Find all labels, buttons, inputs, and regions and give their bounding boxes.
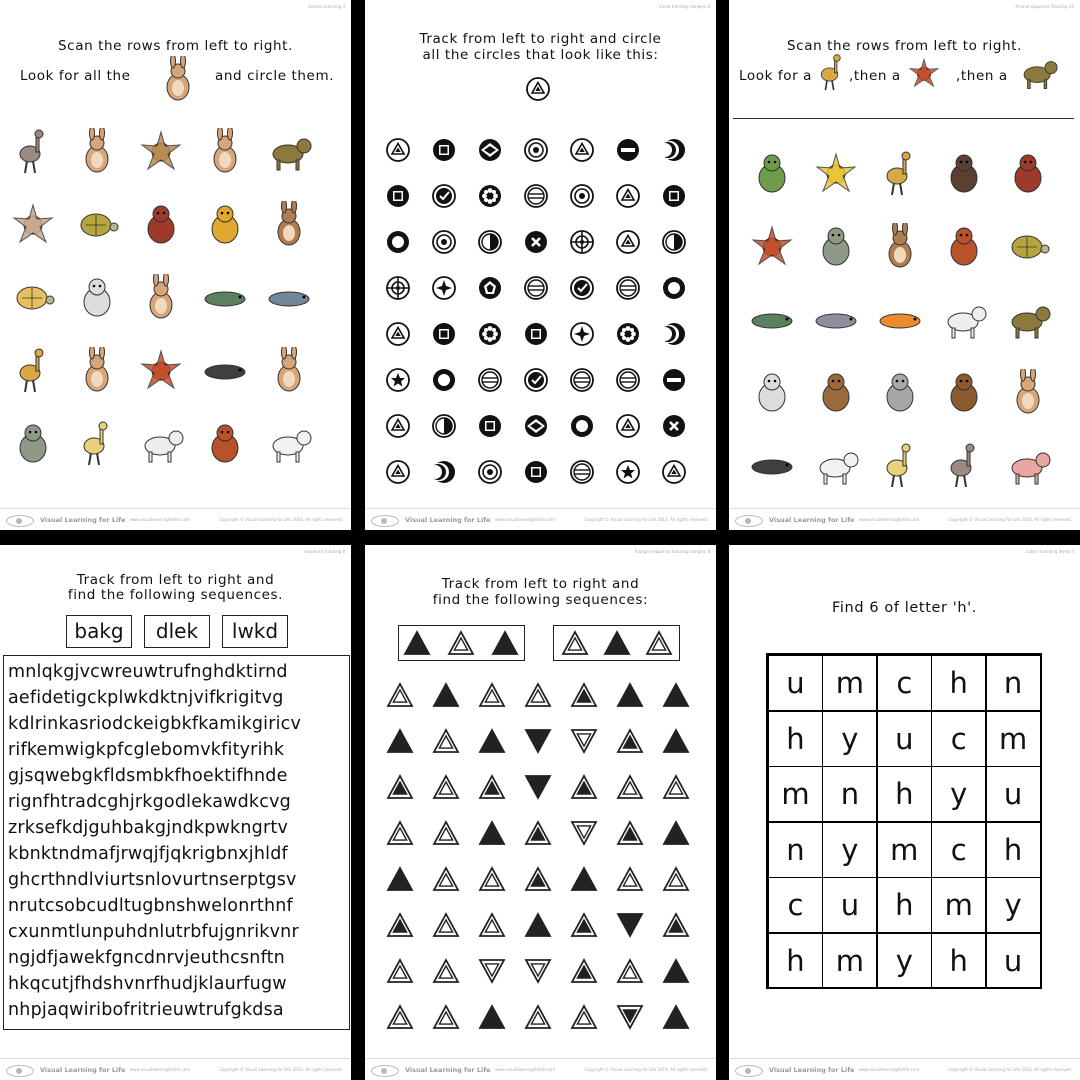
snake-icon[interactable]: [749, 442, 795, 488]
letter-cell[interactable]: u: [768, 655, 823, 711]
rabbit-icon[interactable]: [266, 347, 312, 393]
triangle-icon[interactable]: [605, 632, 629, 654]
triangle-icon[interactable]: [434, 1006, 458, 1028]
triangle-icon[interactable]: [526, 868, 550, 890]
letter-cell[interactable]: c: [877, 655, 932, 711]
elephant-icon[interactable]: [10, 420, 56, 466]
eye-logo-icon: [6, 1065, 34, 1077]
instruction-line-1: Track from left to right and circle: [419, 31, 662, 47]
triangle-icon[interactable]: [618, 914, 642, 936]
dog-icon[interactable]: [1005, 296, 1051, 342]
circle-ring-icon[interactable]: [431, 367, 457, 397]
giraffe-icon[interactable]: [877, 150, 923, 196]
circle-triangle-icon[interactable]: [615, 183, 641, 213]
circle-triangle-icon[interactable]: [385, 459, 411, 489]
snake-icon[interactable]: [202, 347, 248, 393]
letter-cell[interactable]: y: [931, 766, 986, 822]
worksheet-tag: Animal scanning 4: [308, 4, 345, 9]
letter-cell[interactable]: n: [822, 766, 877, 822]
triangle-icon[interactable]: [388, 914, 412, 936]
circle-cross-icon[interactable]: [385, 275, 411, 305]
triangle-icon[interactable]: [434, 868, 458, 890]
circle-halves-icon[interactable]: [661, 229, 687, 259]
triangle-icon[interactable]: [480, 960, 504, 982]
frog-icon[interactable]: [749, 150, 795, 196]
worksheet-letter-sequences: [0, 545, 351, 1080]
triangle-icon[interactable]: [388, 776, 412, 798]
triangle-icon[interactable]: [526, 684, 550, 706]
circle-triangle-icon[interactable]: [385, 321, 411, 351]
letter-cell[interactable]: y: [822, 711, 877, 767]
triangle-icon[interactable]: [526, 914, 550, 936]
instruction-line-2b: and circle them.: [215, 68, 335, 84]
letter-cell[interactable]: h: [877, 766, 932, 822]
circle-eye-icon[interactable]: [477, 137, 503, 167]
letter-row: rignfhtradcghjrkgodlekawdkcvg: [8, 792, 291, 812]
hen-icon[interactable]: [202, 420, 248, 466]
letter-cell[interactable]: m: [768, 766, 823, 822]
letter-cell[interactable]: c: [931, 822, 986, 878]
worksheet-tag: Letter scanning levels 4: [1026, 549, 1074, 554]
triangle-icon[interactable]: [388, 730, 412, 752]
footer: [0, 508, 351, 530]
circle-star4-icon[interactable]: [569, 321, 595, 351]
letter-cell[interactable]: u: [986, 766, 1041, 822]
triangle-icon[interactable]: [493, 632, 517, 654]
triangle-icon[interactable]: [664, 960, 688, 982]
circle-lines-icon[interactable]: [477, 367, 503, 397]
circle-check-icon[interactable]: [523, 367, 549, 397]
letter-cell[interactable]: y: [986, 877, 1041, 933]
rabbit-icon[interactable]: [1005, 369, 1051, 415]
butterfly-icon[interactable]: [813, 150, 859, 196]
triangle-icon[interactable]: [388, 868, 412, 890]
triangle-icon[interactable]: [480, 1006, 504, 1028]
gorilla-icon[interactable]: [941, 150, 987, 196]
eye-logo-icon: [371, 515, 399, 527]
letter-cell[interactable]: h: [877, 877, 932, 933]
triangle-icon[interactable]: [618, 730, 642, 752]
dog-icon[interactable]: [266, 128, 312, 174]
rabbit-icon[interactable]: [138, 274, 184, 320]
letter-cell[interactable]: h: [931, 655, 986, 711]
turtle-icon[interactable]: [1005, 223, 1051, 269]
kangaroo-icon[interactable]: [266, 201, 312, 247]
letter-row: mnlqkgjvcwreuwtrufnghdktirnd: [8, 662, 288, 682]
letter-cell[interactable]: m: [877, 822, 932, 878]
worksheet-tag: sequence tracking 8: [304, 549, 345, 554]
pelican-icon[interactable]: [74, 420, 120, 466]
triangle-icon[interactable]: [618, 1006, 642, 1028]
letter-row: rifkemwigkpfcglebomvkfityrihk: [8, 740, 285, 760]
worksheet-tag: Circle tracking complex 8: [659, 4, 710, 9]
letter-cell[interactable]: c: [931, 711, 986, 767]
triangle-icon[interactable]: [572, 776, 596, 798]
circle-pent-icon[interactable]: [477, 275, 503, 305]
target-rabbit-icon: [155, 56, 201, 102]
triangle-icon[interactable]: [434, 684, 458, 706]
triangle-icon[interactable]: [388, 822, 412, 844]
circle-minus-icon[interactable]: [615, 137, 641, 167]
triangle-icon[interactable]: [647, 632, 671, 654]
then-label-1: ,then a: [849, 68, 901, 84]
footer-site: www.visuallearningforlife.com: [495, 1067, 556, 1072]
cat-icon[interactable]: [813, 369, 859, 415]
triangle-icon[interactable]: [405, 632, 429, 654]
footer-brand: Visual Learning for Life: [405, 1066, 491, 1074]
starfish-icon[interactable]: [138, 128, 184, 174]
circle-triangle-icon[interactable]: [661, 459, 687, 489]
footer-copyright: Copyright © Visual Learning for Life 2016. All rights reserved.: [219, 517, 343, 522]
circle-ring-icon[interactable]: [661, 275, 687, 305]
footer-site: www.visuallearningforlife.com: [130, 517, 191, 522]
instruction-line-1: Track from left to right and: [441, 576, 640, 592]
letter-cell[interactable]: u: [877, 711, 932, 767]
triangle-icon[interactable]: [618, 868, 642, 890]
triangle-icon[interactable]: [526, 1006, 550, 1028]
triangle-icon[interactable]: [563, 632, 587, 654]
footer-brand: Visual Learning for Life: [769, 1066, 855, 1074]
then-label-2: ,then a: [956, 68, 1008, 84]
instruction-line-1: Track from left to right and: [76, 572, 275, 588]
triangle-icon[interactable]: [664, 730, 688, 752]
circle-square-icon[interactable]: [523, 321, 549, 351]
triangle-icon[interactable]: [434, 960, 458, 982]
triangle-icon[interactable]: [664, 868, 688, 890]
circle-target-icon[interactable]: [569, 183, 595, 213]
letter-row: hkqcutjfhdshvnrfhudjklaurfugw: [8, 974, 287, 994]
circle-halves-icon[interactable]: [431, 413, 457, 443]
letter-row: kdlrinkasriodckeigbkfkamikgiricv: [8, 714, 302, 734]
letter-cell[interactable]: h: [768, 933, 823, 989]
letter-cell[interactable]: u: [986, 933, 1041, 989]
worksheet-circle-tracking: [365, 0, 716, 530]
footer-copyright: Copyright © Visual Learning for Life 2016. All rights reserved.: [584, 517, 708, 522]
cow-icon[interactable]: [138, 420, 184, 466]
cow-icon[interactable]: [941, 296, 987, 342]
circle-square-icon[interactable]: [431, 321, 457, 351]
instruction-line-1: Scan the rows from left to right.: [58, 38, 293, 54]
circle-crescent-icon[interactable]: [661, 137, 687, 167]
triangle-icon[interactable]: [572, 960, 596, 982]
caterpillar-icon[interactable]: [202, 274, 248, 320]
triangle-icon[interactable]: [618, 684, 642, 706]
letter-row: cxunmtlunpuhdnlutrbfujgnrikvnr: [8, 922, 299, 942]
circle-target-icon[interactable]: [523, 137, 549, 167]
circle-halves-icon[interactable]: [477, 229, 503, 259]
worksheet-animal-sequence: [729, 0, 1080, 530]
circle-check-icon[interactable]: [431, 183, 457, 213]
eye-logo-icon: [735, 515, 763, 527]
letter-cell[interactable]: y: [877, 933, 932, 989]
circle-flower-icon[interactable]: [477, 321, 503, 351]
dolphin-icon[interactable]: [266, 274, 312, 320]
circle-triangle-icon[interactable]: [615, 229, 641, 259]
target-circle-icon: [525, 76, 551, 102]
triangle-icon[interactable]: [572, 684, 596, 706]
letter-row: zrksefkdjguhbakgjndkpwkngrtv: [8, 818, 288, 838]
eye-logo-icon: [6, 515, 34, 527]
footer-site: www.visuallearningforlife.com: [859, 1067, 920, 1072]
circle-square-icon[interactable]: [523, 459, 549, 489]
letter-cell[interactable]: h: [931, 933, 986, 989]
circle-lines-icon[interactable]: [523, 275, 549, 305]
circle-lines-icon[interactable]: [615, 275, 641, 305]
triangle-icon[interactable]: [480, 776, 504, 798]
circle-crescent-icon[interactable]: [431, 459, 457, 489]
triangle-icon[interactable]: [480, 730, 504, 752]
circle-square-icon[interactable]: [477, 413, 503, 443]
letter-row: gjsqwebgkfldsmbkfhoektifhnde: [8, 766, 288, 786]
letter-row: ghcrthndlviurtsnlovurtnserptgsv: [8, 870, 297, 890]
letter-cell[interactable]: y: [822, 822, 877, 878]
triangle-icon[interactable]: [664, 684, 688, 706]
circle-triangle-icon[interactable]: [385, 413, 411, 443]
triangle-icon[interactable]: [618, 822, 642, 844]
circle-square-icon[interactable]: [385, 183, 411, 213]
triangle-icon[interactable]: [449, 632, 473, 654]
sequence-box-3: lwkd: [222, 615, 288, 648]
instruction-line-2: find the following sequences:: [432, 592, 649, 608]
circle-minus-icon[interactable]: [661, 367, 687, 397]
triangle-icon[interactable]: [480, 914, 504, 936]
letter-row: aefidetigckplwkdktnjvifkrigitvg: [8, 688, 284, 708]
letter-row: nhpjaqwiribofritrieuwtrufgkdsa: [8, 1000, 284, 1020]
sheep-icon[interactable]: [266, 420, 312, 466]
rabbit-icon[interactable]: [202, 128, 248, 174]
elephant-icon[interactable]: [813, 223, 859, 269]
triangle-icon[interactable]: [526, 776, 550, 798]
circle-x-icon[interactable]: [523, 229, 549, 259]
worksheet-animal-scanning: [0, 0, 351, 530]
divider-line: [733, 118, 1074, 119]
triangle-icon[interactable]: [572, 1006, 596, 1028]
triangle-icon[interactable]: [526, 822, 550, 844]
mouse-icon[interactable]: [813, 296, 859, 342]
circle-star-icon[interactable]: [615, 459, 641, 489]
footer: [365, 508, 716, 530]
triangle-icon[interactable]: [388, 684, 412, 706]
circle-crescent-icon[interactable]: [661, 321, 687, 351]
letter-row: nrutcsobcudltugbnshwelonrthnf: [8, 896, 293, 916]
circle-star-icon[interactable]: [385, 367, 411, 397]
worksheet-tag: Triangle sequence tracking complex 8: [634, 549, 710, 554]
turkey-icon[interactable]: [1005, 150, 1051, 196]
footer: [365, 1058, 716, 1080]
triangle-icon[interactable]: [526, 960, 550, 982]
instruction-line-2a: Look for all the: [20, 68, 131, 84]
kangaroo-icon[interactable]: [877, 223, 923, 269]
snail-icon[interactable]: [10, 274, 56, 320]
triangle-icon[interactable]: [572, 730, 596, 752]
fish-icon[interactable]: [877, 296, 923, 342]
ostrich-icon[interactable]: [941, 442, 987, 488]
circle-x-icon[interactable]: [661, 413, 687, 443]
letter-cell[interactable]: m: [822, 655, 877, 711]
letter-cell[interactable]: h: [986, 822, 1041, 878]
turkey-icon[interactable]: [138, 201, 184, 247]
instruction-line-2: all the circles that look like this:: [422, 47, 659, 63]
triangle-icon[interactable]: [480, 822, 504, 844]
triangle-icon[interactable]: [572, 822, 596, 844]
circle-triangle-icon[interactable]: [385, 137, 411, 167]
giraffe-icon[interactable]: [10, 347, 56, 393]
footer-brand: Visual Learning for Life: [40, 516, 126, 524]
sequence-giraffe-icon: [813, 52, 851, 92]
triangle-icon[interactable]: [434, 914, 458, 936]
letter-cell[interactable]: u: [822, 877, 877, 933]
triangle-icon[interactable]: [388, 1006, 412, 1028]
circle-lines-icon[interactable]: [569, 459, 595, 489]
ostrich-icon[interactable]: [10, 128, 56, 174]
letter-grid: [766, 653, 1042, 989]
circle-star4-icon[interactable]: [431, 275, 457, 305]
pig-icon[interactable]: [1005, 442, 1051, 488]
footer-copyright: Copyright © Visual Learning for Life 2016. All rights reserved.: [948, 517, 1072, 522]
worksheet-tag: Animal sequence Tracking 10: [1015, 4, 1074, 9]
sequence-crab-icon: [901, 56, 947, 90]
footer: [0, 1058, 351, 1080]
sequence-box-2: dlek: [144, 615, 210, 648]
triangle-icon[interactable]: [480, 868, 504, 890]
rabbit-icon[interactable]: [74, 347, 120, 393]
triangle-icon[interactable]: [388, 960, 412, 982]
zebra-icon[interactable]: [74, 274, 120, 320]
circle-ring-icon[interactable]: [569, 413, 595, 443]
triangle-icon[interactable]: [664, 822, 688, 844]
letter-cell[interactable]: m: [931, 877, 986, 933]
sequence-dog-icon: [1013, 52, 1063, 92]
circle-target-icon[interactable]: [477, 459, 503, 489]
sheep-icon[interactable]: [813, 442, 859, 488]
footer: [729, 508, 1080, 530]
footer-copyright: Copyright © Visual Learning for Life 2016. All rights reserved.: [948, 1067, 1072, 1072]
triangle-icon[interactable]: [618, 776, 642, 798]
circle-flower-icon[interactable]: [615, 321, 641, 351]
circle-square-icon[interactable]: [661, 183, 687, 213]
circle-lines-icon[interactable]: [615, 367, 641, 397]
footer: [729, 1058, 1080, 1080]
circle-target-icon[interactable]: [431, 229, 457, 259]
circle-triangle-icon[interactable]: [615, 413, 641, 443]
turtle-icon[interactable]: [74, 201, 120, 247]
letter-cell[interactable]: n: [768, 822, 823, 878]
triangle-icon[interactable]: [572, 914, 596, 936]
triangle-icon[interactable]: [664, 914, 688, 936]
octopus-icon[interactable]: [10, 201, 56, 247]
triangle-grid: [365, 545, 716, 1080]
crab-icon[interactable]: [138, 347, 184, 393]
letter-row: kbnktndmafjrwqjfjqkrigbnxjhldf: [8, 844, 288, 864]
eye-logo-icon: [371, 1065, 399, 1077]
zebra-icon[interactable]: [749, 369, 795, 415]
footer-copyright: Copyright © Visual Learning for Life 2016. All rights reserved.: [219, 1067, 343, 1072]
letter-cell[interactable]: c: [768, 877, 823, 933]
footer-brand: Visual Learning for Life: [769, 516, 855, 524]
circle-ring-icon[interactable]: [385, 229, 411, 259]
circle-lines-icon[interactable]: [523, 183, 549, 213]
triangle-icon[interactable]: [480, 684, 504, 706]
triangle-icon[interactable]: [434, 822, 458, 844]
worksheet-triangle-sequences: [365, 545, 716, 1080]
circle-triangle-icon[interactable]: [569, 137, 595, 167]
footer-brand: Visual Learning for Life: [405, 516, 491, 524]
footer-copyright: Copyright © Visual Learning for Life 2016. All rights reserved.: [584, 1067, 708, 1072]
instruction-line-1: Scan the rows from left to right.: [787, 38, 1022, 54]
circle-square-icon[interactable]: [431, 137, 457, 167]
circle-eye-icon[interactable]: [523, 413, 549, 443]
find-letter-title: Find 6 of letter 'h'.: [832, 600, 977, 616]
footer-site: www.visuallearningforlife.com: [859, 517, 920, 522]
hen-icon[interactable]: [941, 223, 987, 269]
letter-row: ngjdfjawekfgncdnrvjeuthcsnftn: [8, 948, 285, 968]
letter-cell[interactable]: m: [986, 711, 1041, 767]
eye-logo-icon: [735, 1065, 763, 1077]
triangle-icon[interactable]: [664, 776, 688, 798]
triangle-icon[interactable]: [434, 776, 458, 798]
crab-icon[interactable]: [749, 223, 795, 269]
triangle-icon[interactable]: [618, 960, 642, 982]
owl-icon[interactable]: [941, 369, 987, 415]
caterpillar-icon[interactable]: [749, 296, 795, 342]
lion-icon[interactable]: [202, 201, 248, 247]
triangle-icon[interactable]: [572, 868, 596, 890]
triangle-icon[interactable]: [664, 1006, 688, 1028]
circle-check-icon[interactable]: [569, 275, 595, 305]
sequence-box-1: bakg: [66, 615, 132, 648]
footer-site: www.visuallearningforlife.com: [495, 517, 556, 522]
letter-cell[interactable]: h: [768, 711, 823, 767]
letter-cell[interactable]: n: [986, 655, 1041, 711]
look-for-label: Look for a: [739, 68, 813, 84]
footer-site: www.visuallearningforlife.com: [130, 1067, 191, 1072]
triangle-icon[interactable]: [526, 730, 550, 752]
pelican-icon[interactable]: [877, 442, 923, 488]
rabbit-icon[interactable]: [74, 128, 120, 174]
circle-lines-icon[interactable]: [569, 367, 595, 397]
squirrel-icon[interactable]: [877, 369, 923, 415]
circle-flower-icon[interactable]: [477, 183, 503, 213]
letter-cell[interactable]: m: [822, 933, 877, 989]
triangle-icon[interactable]: [434, 730, 458, 752]
footer-brand: Visual Learning for Life: [40, 1066, 126, 1074]
circle-cross-icon[interactable]: [569, 229, 595, 259]
instruction-line-2: find the following sequences.: [67, 587, 284, 603]
